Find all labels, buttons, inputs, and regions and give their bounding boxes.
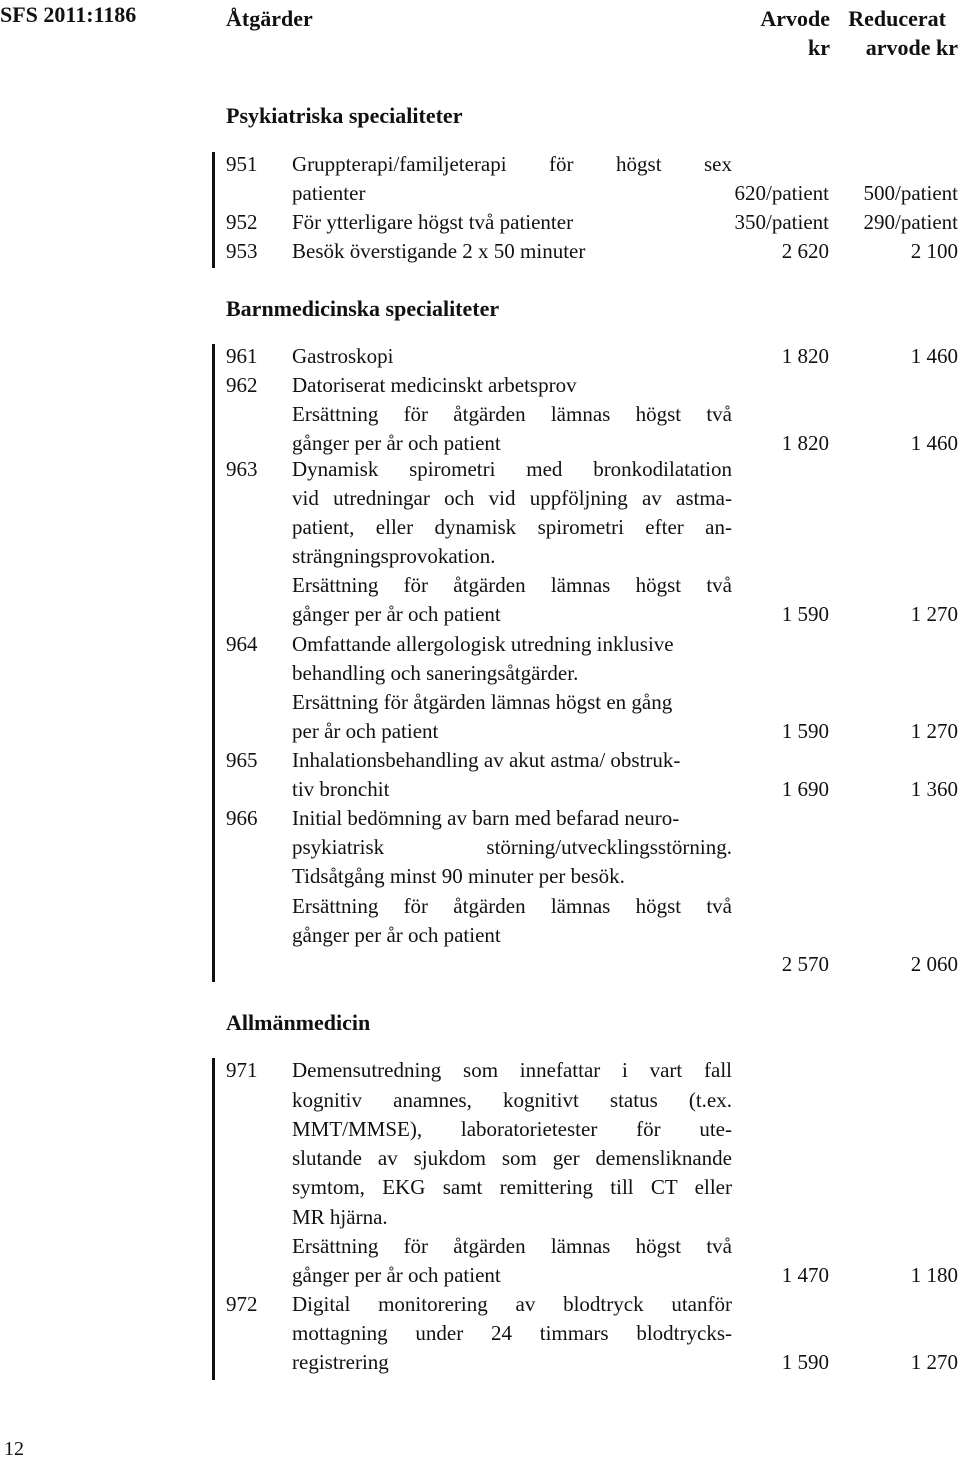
row-arvode: 1 590 bbox=[781, 602, 829, 626]
row-description: Ersättning för åtgärden lämnas högst två bbox=[292, 1234, 732, 1258]
row-code: 972 bbox=[226, 1292, 258, 1316]
row-description: gånger per år och patient bbox=[292, 602, 501, 626]
row-reducerat: 1 270 bbox=[910, 602, 958, 626]
row-description: behandling och saneringsåtgärder. bbox=[292, 661, 579, 685]
row-arvode: 620/patient bbox=[734, 181, 829, 205]
row-description: Digital monitorering av blodtryck utanför bbox=[292, 1292, 732, 1316]
row-description: tiv bronchit bbox=[292, 777, 390, 801]
row-arvode: 1 590 bbox=[781, 1350, 829, 1374]
row-reducerat: 1 270 bbox=[910, 1350, 958, 1374]
row-description: Ersättning för åtgärden lämnas högst två bbox=[292, 573, 732, 597]
section-title-barnmedicinska: Barnmedicinska specialiteter bbox=[226, 296, 500, 321]
row-description: Dynamisk spirometri med bronkodilatation bbox=[292, 457, 732, 481]
row-arvode: 2 570 bbox=[781, 952, 829, 976]
row-description: MR hjärna. bbox=[292, 1205, 388, 1229]
section-title-allmanmedicin: Allmänmedicin bbox=[226, 1010, 371, 1035]
row-reducerat: 290/patient bbox=[863, 210, 958, 234]
row-description: Ersättning för åtgärden lämnas högst en gång bbox=[292, 690, 673, 714]
row-description: Ersättning för åtgärden lämnas högst två bbox=[292, 894, 732, 918]
row-description: För ytterligare högst två patienter bbox=[292, 210, 574, 234]
row-arvode: 2 620 bbox=[781, 239, 829, 263]
row-description: slutande av sjukdom som ger demensliknande bbox=[292, 1146, 732, 1170]
row-reducerat: 1 460 bbox=[910, 431, 958, 455]
row-arvode: 1 590 bbox=[781, 719, 829, 743]
row-arvode: 350/patient bbox=[734, 210, 829, 234]
row-reducerat: 1 270 bbox=[910, 719, 958, 743]
row-description: Inhalationsbehandling av akut astma/ obstruk- bbox=[292, 748, 681, 772]
row-code: 951 bbox=[226, 152, 258, 176]
row-arvode: 1 470 bbox=[781, 1263, 829, 1287]
row-description: strängningsprovokation. bbox=[292, 544, 496, 568]
change-bar bbox=[212, 152, 215, 268]
row-description: psykiatrisk störning/utvecklingsstörning. bbox=[292, 835, 732, 859]
row-description: Tidsåtgång minst 90 minuter per besök. bbox=[292, 864, 625, 888]
row-description: Besök överstigande 2 x 50 minuter bbox=[292, 239, 586, 263]
row-description: Demensutredning som innefattar i vart fall bbox=[292, 1058, 732, 1082]
row-description: MMT/MMSE), laboratorietester för ute- bbox=[292, 1117, 732, 1141]
row-description: Omfattande allergologisk utredning inklusive bbox=[292, 632, 674, 656]
row-reducerat: 1 460 bbox=[910, 344, 958, 368]
row-description: patienter bbox=[292, 181, 366, 205]
row-reducerat: 1 360 bbox=[910, 777, 958, 801]
row-reducerat: 2 100 bbox=[910, 239, 958, 263]
column-header-reducerat: Reducerat bbox=[848, 6, 946, 31]
row-description: gånger per år och patient bbox=[292, 1263, 501, 1287]
row-code: 964 bbox=[226, 632, 258, 656]
row-description: registrering bbox=[292, 1350, 389, 1374]
row-arvode: 1 820 bbox=[781, 431, 829, 455]
row-description: gånger per år och patient bbox=[292, 923, 501, 947]
row-code: 965 bbox=[226, 748, 258, 772]
row-code: 953 bbox=[226, 239, 258, 263]
row-code: 971 bbox=[226, 1058, 258, 1082]
row-code: 952 bbox=[226, 210, 258, 234]
change-bar bbox=[212, 1058, 215, 1380]
document-reference: SFS 2011:1186 bbox=[0, 2, 137, 27]
row-description: Gastroskopi bbox=[292, 344, 394, 368]
row-description: vid utredningar och vid uppföljning av astma- bbox=[292, 486, 732, 510]
row-description: Initial bedömning av barn med befarad neuro- bbox=[292, 806, 680, 830]
row-description: per år och patient bbox=[292, 719, 439, 743]
page-number: 12 bbox=[4, 1438, 24, 1460]
row-reducerat: 500/patient bbox=[863, 181, 958, 205]
row-description: Ersättning för åtgärden lämnas högst två bbox=[292, 402, 732, 426]
row-code: 962 bbox=[226, 373, 258, 397]
row-reducerat: 2 060 bbox=[910, 952, 958, 976]
column-header-atgarder: Åtgärder bbox=[226, 6, 313, 31]
row-description: kognitiv anamnes, kognitivt status (t.ex. bbox=[292, 1088, 732, 1112]
section-title-psykiatriska: Psykiatriska specialiteter bbox=[226, 103, 463, 128]
row-arvode: 1 820 bbox=[781, 344, 829, 368]
column-header-arvode: Arvode bbox=[760, 6, 830, 31]
row-description: Gruppterapi/familjeterapi för högst sex bbox=[292, 152, 732, 176]
row-description: Datoriserat medicinskt arbetsprov bbox=[292, 373, 577, 397]
row-description: patient, eller dynamisk spirometri efter an- bbox=[292, 515, 732, 539]
row-description: symtom, EKG samt remittering till CT eller bbox=[292, 1175, 732, 1199]
row-description: gånger per år och patient bbox=[292, 431, 501, 455]
row-code: 963 bbox=[226, 457, 258, 481]
row-code: 966 bbox=[226, 806, 258, 830]
change-bar bbox=[212, 344, 215, 982]
row-reducerat: 1 180 bbox=[910, 1263, 958, 1287]
row-description: mottagning under 24 timmars blodtrycks- bbox=[292, 1321, 732, 1345]
row-arvode: 1 690 bbox=[781, 777, 829, 801]
column-header-reducerat-unit: arvode kr bbox=[865, 35, 958, 60]
column-header-arvode-unit: kr bbox=[808, 35, 830, 60]
row-code: 961 bbox=[226, 344, 258, 368]
